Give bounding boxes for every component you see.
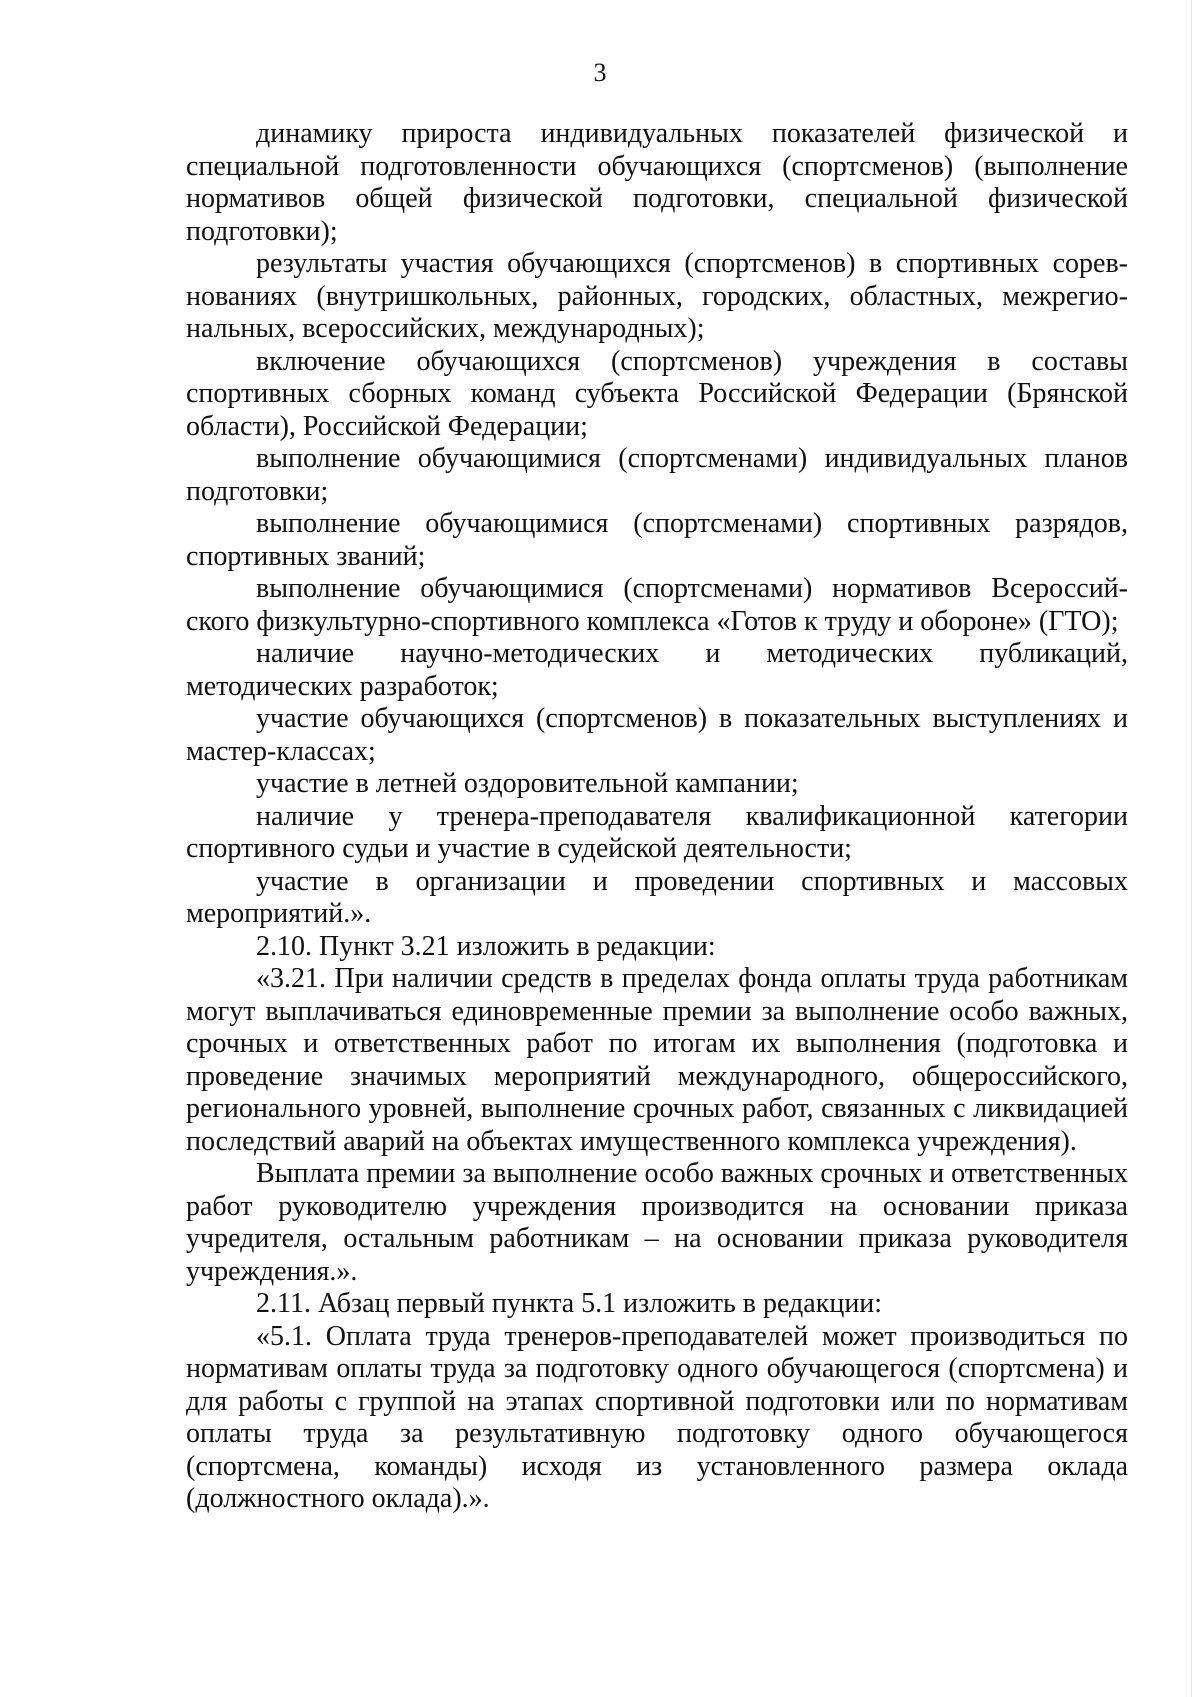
paragraph-clause-2-11: 2.11. Абзац первый пункта 5.1 изложить в редакции: [256, 1288, 883, 1319]
paragraph-bonus-conditions: «3.21. При наличии средств в пределах фонда оплаты труда работникам могут выплачиваться единовременные премии за выполнение особо важных, срочных и ответственных работ по итогам их выполнения (подготовка и проведение значимых мероприятий международного, общероссийского, регионального уровней, выполнение срочных работ, связанных с ликвидацией последствий аварий на объектах имущественного комплекса учреждения). [186, 963, 1128, 1157]
scan-edge-line [1191, 0, 1192, 1697]
page-number: 3 [593, 58, 607, 87]
paragraph-dynamics: динамику прироста индивидуальных показателей физической и специальной подготовленности обучающихся (спортсменов) (выполнение нормативов общей физической подготовки, специальной физической подготовки); [186, 118, 1128, 247]
paragraph-events-organization: участие в организации и проведении спортивных и массовых мероприятий.». [186, 865, 1128, 929]
paragraph-competition-results: результаты участия обучающихся (спортсменов) в спортивных соревнованиях (внутришкольных, районных, городских, областных, межрегиональных, всероссийских, международных); [186, 248, 1128, 344]
paragraph-publications: наличие научно-методических и методических публикаций, методических разработок; [186, 638, 1128, 702]
paragraph-judge-category: наличие у тренера-преподавателя квалификационной категории спортивного судьи и участие в судейской деятельности; [186, 800, 1128, 864]
paragraph-bonus-payment: Выплата премии за выполнение особо важных срочных и ответственных работ руководителю учреждения производится на основании приказа учредителя, остальным работникам – на основании приказа руководителя учреждения.». [186, 1158, 1128, 1287]
paragraph-clause-2-10: 2.10. Пункт 3.21 изложить в редакции: [256, 930, 716, 962]
document-body [186, 118, 1128, 1516]
paragraph-gto-standards: выполнение обучающимися (спортсменами) нормативов Всероссийского физкультурно-спортивного комплекса «Готов к труду и обороне» (ГТО); [186, 573, 1128, 637]
paragraph-individual-plans: выполнение обучающимися (спортсменами) индивидуальных планов подготовки; [186, 443, 1128, 507]
paragraph-summer-campaign: участие в летней оздоровительной кампании; [256, 768, 799, 799]
paragraph-demonstrations: участие обучающихся (спортсменов) в показательных выступлениях и мастер-классах; [186, 703, 1128, 767]
paragraph-coach-pay: «5.1. Оплата труда тренеров-преподавателей может производиться по нормативам оплаты труда за подготовку одного обучающегося (спортсмена) и для работы с группой на этапах спортивной подготовки или по нормативам оплаты труда за результативную подготовку одного обучающегося (спортсмена, команды) исходя из установленного размера оклада (должностного оклада).». [186, 1320, 1128, 1514]
paragraph-team-inclusion: включение обучающихся (спортсменов) учреждения в составы спортивных сборных команд субъекта Российской Федерации (Брянской области), Российской Федерации; [186, 345, 1128, 442]
paragraph-sports-ranks: выполнение обучающимися (спортсменами) спортивных разрядов, спортивных званий; [186, 508, 1128, 572]
